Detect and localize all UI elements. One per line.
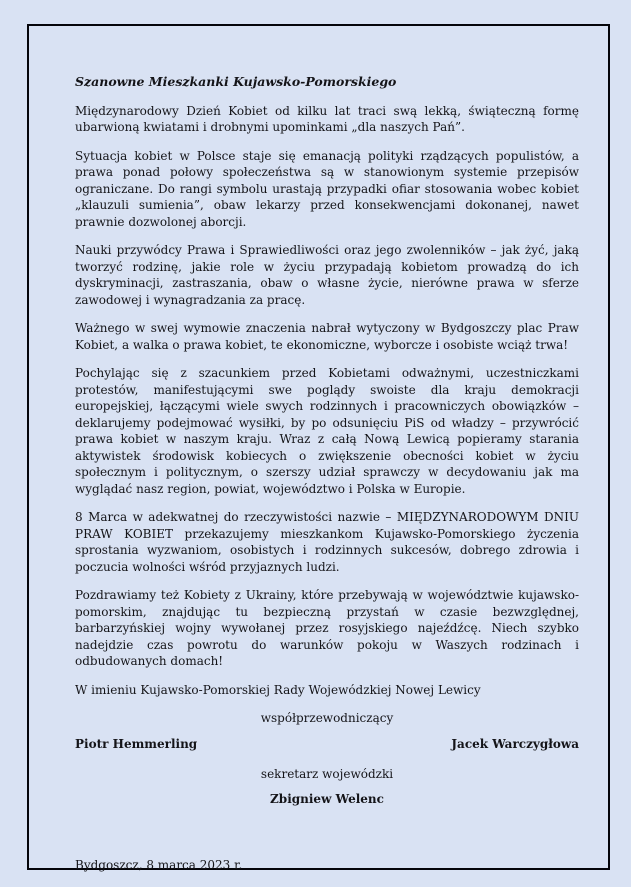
- secretary-title: sekretarz wojewódzki: [260, 767, 394, 781]
- letter-paragraph-6: 8 Marca w adekwatnej do rzeczywistości nazwie – MIĘDZYNARODOWYM DNIU PRAW KOBIET przekazujemy mieszkankom Kujawsko-Pomorskiego życzenia sprostania wyzwaniom, osobistych i rodzinnych sukcesów, dobrego zdrowia i poczucia wolności wśród przyjaznych ludzi.: [75, 510, 579, 574]
- signatory-left: Piotr Hemmerling: [75, 736, 198, 751]
- letter-paragraph-1: Międzynarodowy Dzień Kobiet od kilku lat traci swą lekką, świąteczną formę ubarwioną kwiatami i drobnymi upominkami „dla naszych Pań”.: [75, 103, 579, 134]
- signature-row: [75, 736, 579, 753]
- letter-paragraph-2: Sytuacja kobiet w Polsce staje się emanacją polityki rządzących populistów, a prawa ponad połowy społeczeństwa są w stanowionym systemie przepisów ograniczane. Do rangi symbolu urastają przypadki ofiar stosowania wobec kobiet „klauzuli sumienia”, obaw lekarzy przed konsekwencjami dokonanej, nawet prawnie dozwolonej aborcji.: [75, 148, 579, 229]
- dateline: Bydgoszcz, 8 marca 2023 r.: [75, 858, 243, 872]
- letter-sheet-frame: [27, 24, 610, 870]
- letter-paragraph-3: Nauki przywódcy Prawa i Sprawiedliwości oraz jego zwolenników – jak żyć, jaką tworzyć rodzinę, jakie role w życiu przypadają kobietom prowadzą do ich dyskryminacji, zastraszania, obaw o własne życie, nierówne prawa w sferze zawodowej i wynagradzania za pracę.: [75, 243, 579, 307]
- secretary-name: Zbigniew Welenc: [270, 791, 384, 806]
- letter-closing-line: W imieniu Kujawsko-Pomorskiej Rady Wojewódzkiej Nowej Lewicy: [75, 682, 481, 697]
- letter-paragraph-4: Ważnego w swej wymowie znaczenia nabrał wytyczony w Bydgoszczy plac Praw Kobiet, a walka o prawa kobiet, te ekonomiczne, wyborcze i osobiste wciąż trwa!: [75, 321, 579, 352]
- letter-salutation: Szanowne Mieszkanki Kujawsko-Pomorskiego: [75, 74, 397, 89]
- letter-content: [75, 74, 579, 886]
- signatory-right: Jacek Warczygłowa: [451, 736, 579, 751]
- letter-paragraph-7: Pozdrawiamy też Kobiety z Ukrainy, które przebywają w województwie kujawsko-pomorskim, znajdując tu bezpieczną przystań w czasie bezwzględnej, barbarzyńskiej wojny wywołanej przez rosyjskiego najeźdźcę. Niech szybko nadejdzie czas powrotu do warunków pokoju w Waszych rodzinach i odbudowanych domach!: [75, 588, 579, 668]
- co-chairs-title: współprzewodniczący: [260, 711, 394, 725]
- letter-paragraph-5: Pochylając się z szacunkiem przed Kobietami odważnymi, uczestniczkami protestów, manifestującymi swe poglądy swoiste dla kraju demokracji europejskiej, łączącymi wiele swych rodzinnych i pracowniczych obowiązków – deklarujemy podejmować wysiłki, by po odsunięciu PiS od władzy – przywrócić prawa kobiet w naszym kraju. Wraz z całą Nową Lewicą popieramy starania aktywistek środowisk kobiecych o zwiększenie obecności kobiet w życiu społecznym i politycznym, o szerszy udział sprawczy w decydowaniu jak ma wyglądać nasz region, powiat, województwo i Polska w Europie.: [75, 366, 579, 496]
